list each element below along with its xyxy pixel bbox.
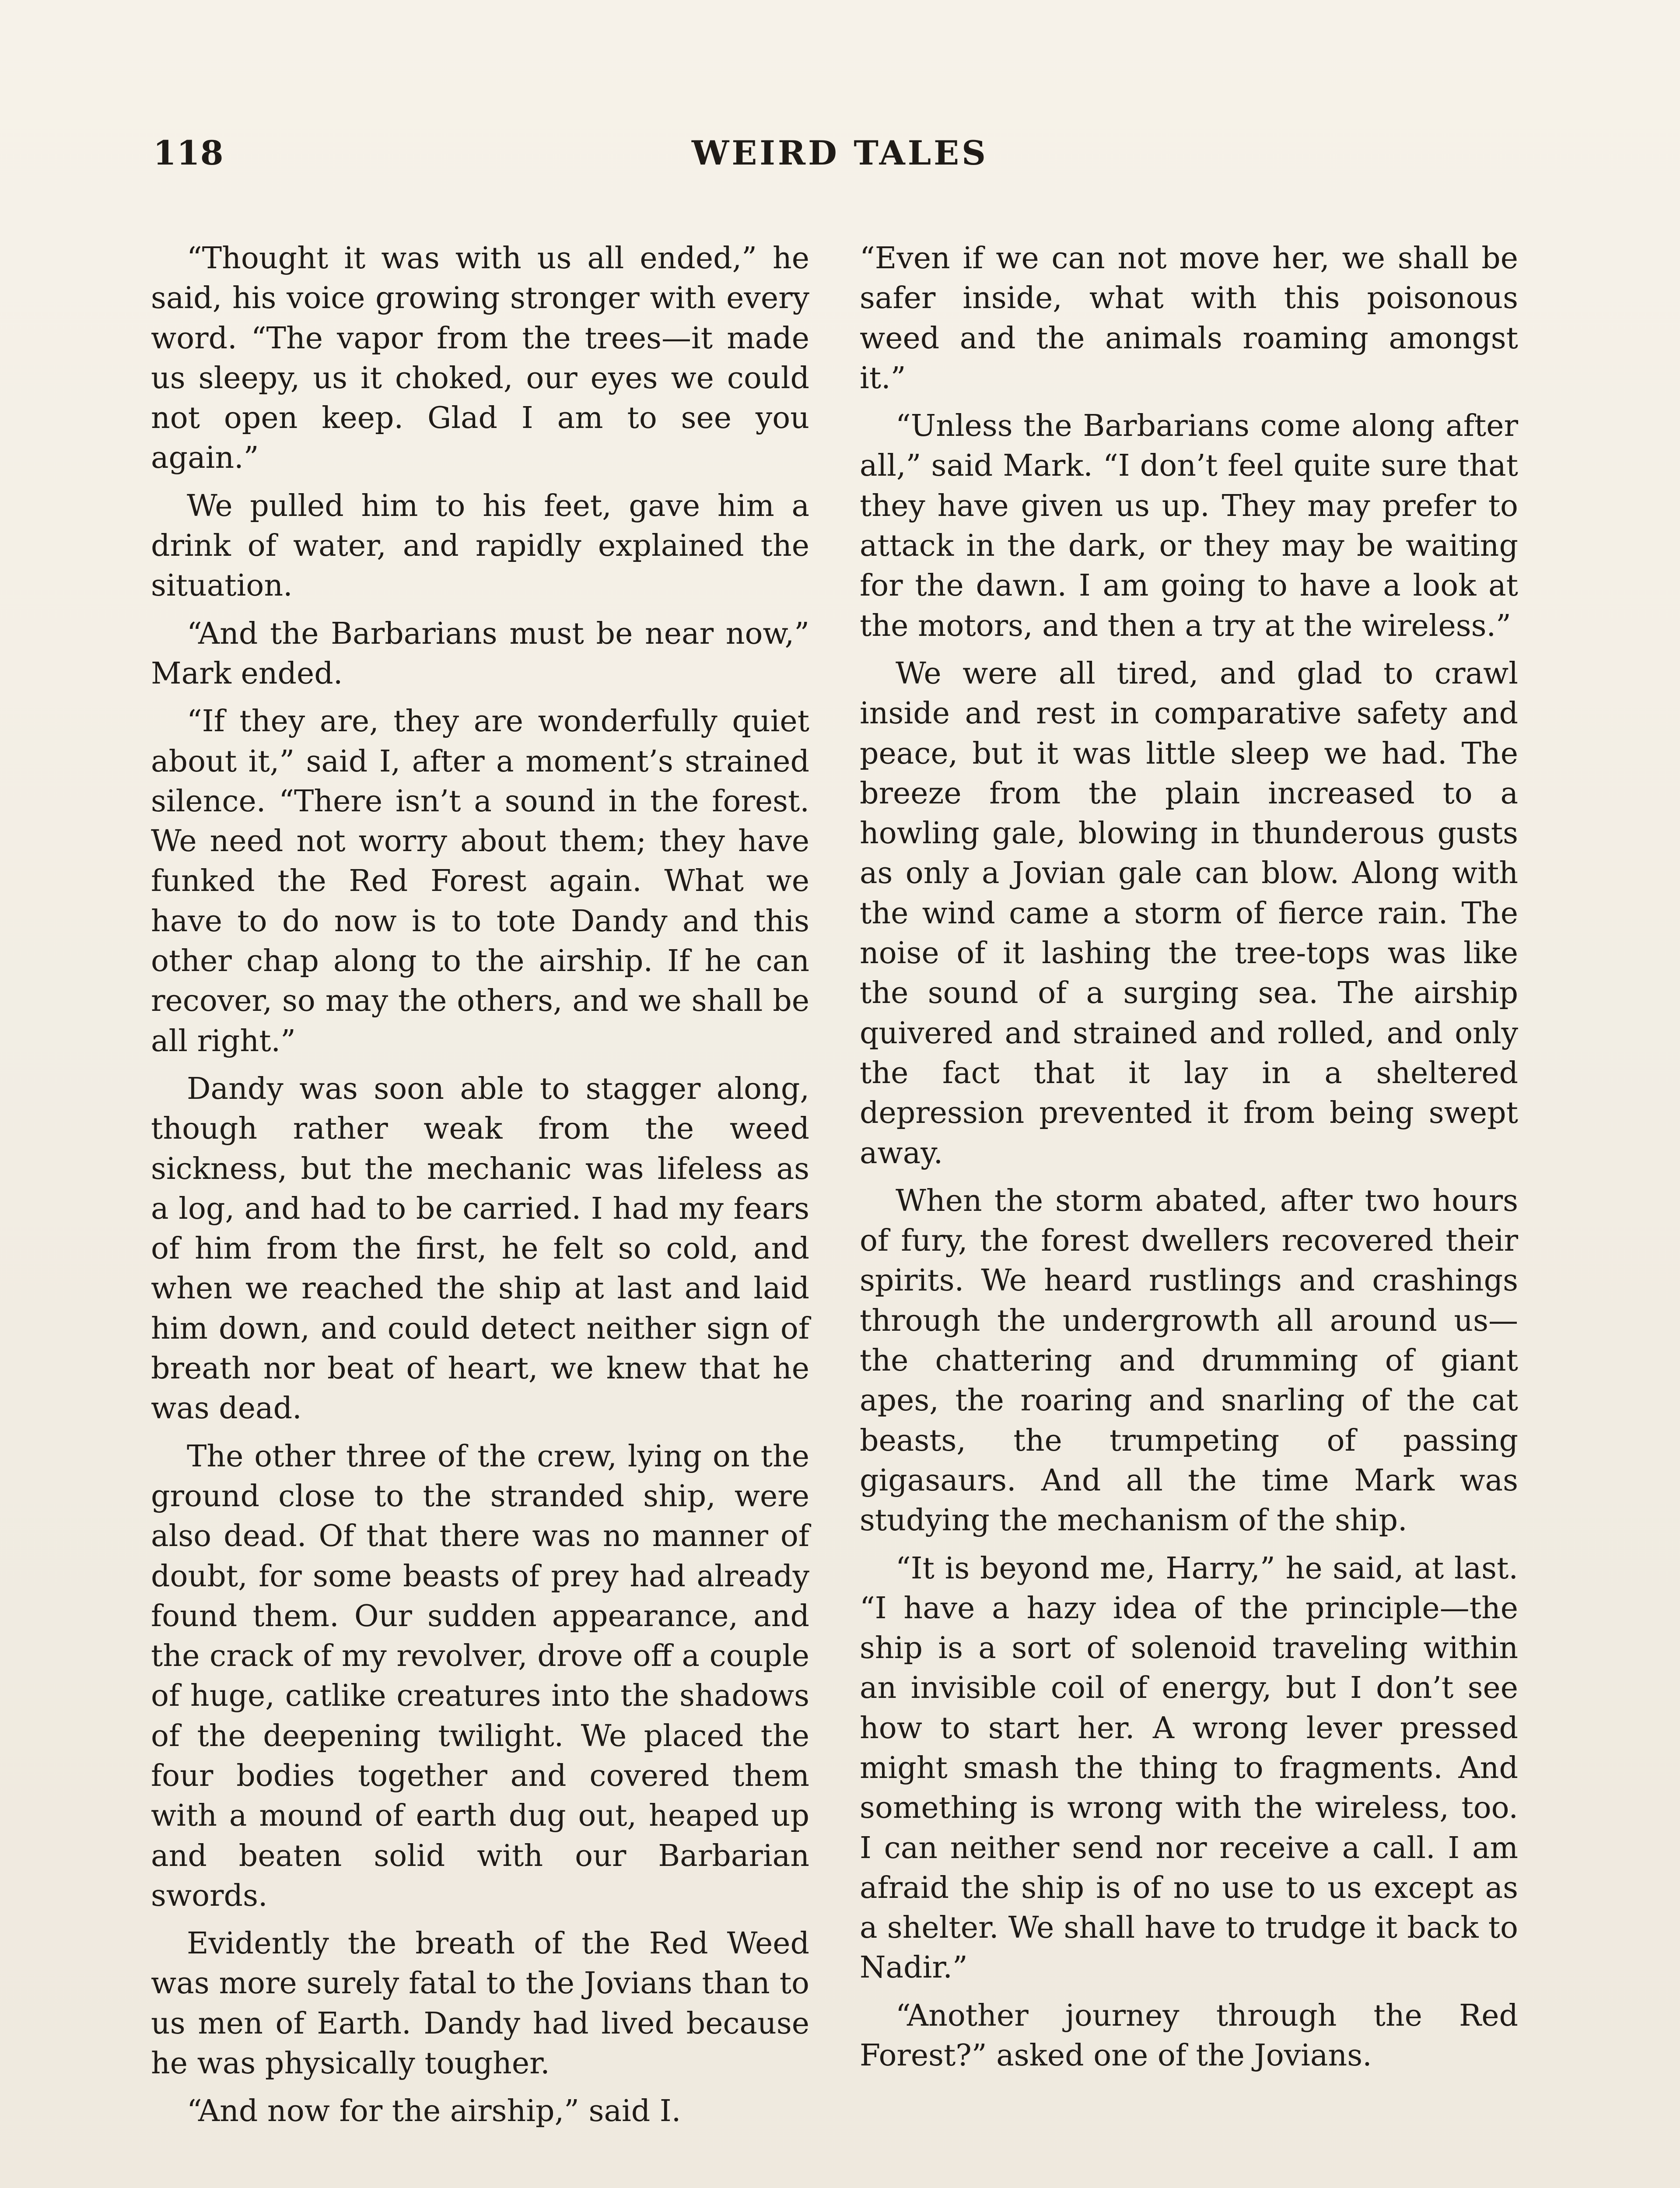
paragraph: “It is beyond me, Harry,” he said, at last. “I have a hazy idea of the principle—the ship is a sort of solenoid traveling within an invisible coil of energy, but I don’t see how to start her. A wrong lever pressed might smash the thing to fragments. And something is wrong with the wireless, too. I can neither send nor receive a call. I am afraid the ship is of no use to us except as a shelter. We shall have to trudge it back to Nadir.” (860, 1551, 1518, 1985)
paragraph: We pulled him to his feet, gave him a drink of water, and rapidly explained the situation. (151, 488, 809, 603)
running-title: WEIRD TALES (692, 133, 988, 172)
paragraph: “Even if we can not move her, we shall be safer inside, what with this poisonous weed and the animals roaming amongst it.” (860, 241, 1518, 396)
paragraph: “If they are, they are wonderfully quiet about it,” said I, after a moment’s strained silence. “There isn’t a sound in the forest. We need not worry about them; they have funked the Red Forest again. What we have to do now is to tote Dandy and this other chap along to the airship. If he can recover, so may the others, and we shall be all right.” (151, 704, 809, 1059)
left-column (151, 238, 809, 2139)
paragraph: “And now for the airship,” said I. (187, 2094, 681, 2129)
page-header (153, 133, 1527, 186)
paragraph: The other three of the crew, lying on the ground close to the stranded ship, were also dead. Of that there was no manner of doubt, for some beasts of prey had already found them. Our sudden appearance, and the crack of my revolver, drove off a couple of huge, catlike creatures into the shadows of the deepening twilight. We placed the four bodies together and covered them with a mound of earth dug out, heaped up and beaten solid with our Barbarian swords. (151, 1439, 809, 1913)
right-column (860, 238, 1518, 2083)
paragraph: Evidently the breath of the Red Weed was more surely fatal to the Jovians than to us men of Earth. Dandy had lived because he was physically tougher. (151, 1926, 809, 2081)
paragraph: We were all tired, and glad to crawl inside and rest in comparative safety and peace, but it was little sleep we had. The breeze from the plain increased to a howling gale, blowing in thunderous gusts as only a Jovian gale can blow. Along with the wind came a storm of fierce rain. The noise of it lashing the tree-tops was like the sound of a surging sea. The airship quivered and strained and rolled, and only the fact that it lay in a sheltered depression prevented it from being swept away. (860, 656, 1518, 1171)
paragraph: Dandy was soon able to stagger along, though rather weak from the weed sickness, but the mechanic was lifeless as a log, and had to be carried. I had my fears of him from the first, he felt so cold, and when we reached the ship at last and laid him down, and could detect neither sign of breath nor beat of heart, we knew that he was dead. (151, 1071, 809, 1426)
paragraph: “Thought it was with us all ended,” he said, his voice growing stronger with every word. “The vapor from the trees—it made us sleepy, us it choked, our eyes we could not open keep. Glad I am to see you again.” (151, 241, 809, 476)
paragraph: “Another journey through the Red Forest?” asked one of the Jovians. (860, 1998, 1518, 2073)
page-number: 118 (153, 133, 224, 172)
paragraph: When the storm abated, after two hours of fury, the forest dwellers recovered their spirits. We heard rustlings and crashings through the undergrowth all around us—the chattering and drumming of giant apes, the roaring and snarling of the cat beasts, the trumpeting of passing gigasaurs. And all the time Mark was studying the mechanism of the ship. (860, 1183, 1518, 1538)
paragraph: “And the Barbarians must be near now,” Mark ended. (151, 616, 809, 691)
paragraph: “Unless the Barbarians come along after all,” said Mark. “I don’t feel quite sure that they have given us up. They may prefer to attack in the dark, or they may be waiting for the dawn. I am going to have a look at the motors, and then a try at the wireless.” (860, 409, 1518, 643)
